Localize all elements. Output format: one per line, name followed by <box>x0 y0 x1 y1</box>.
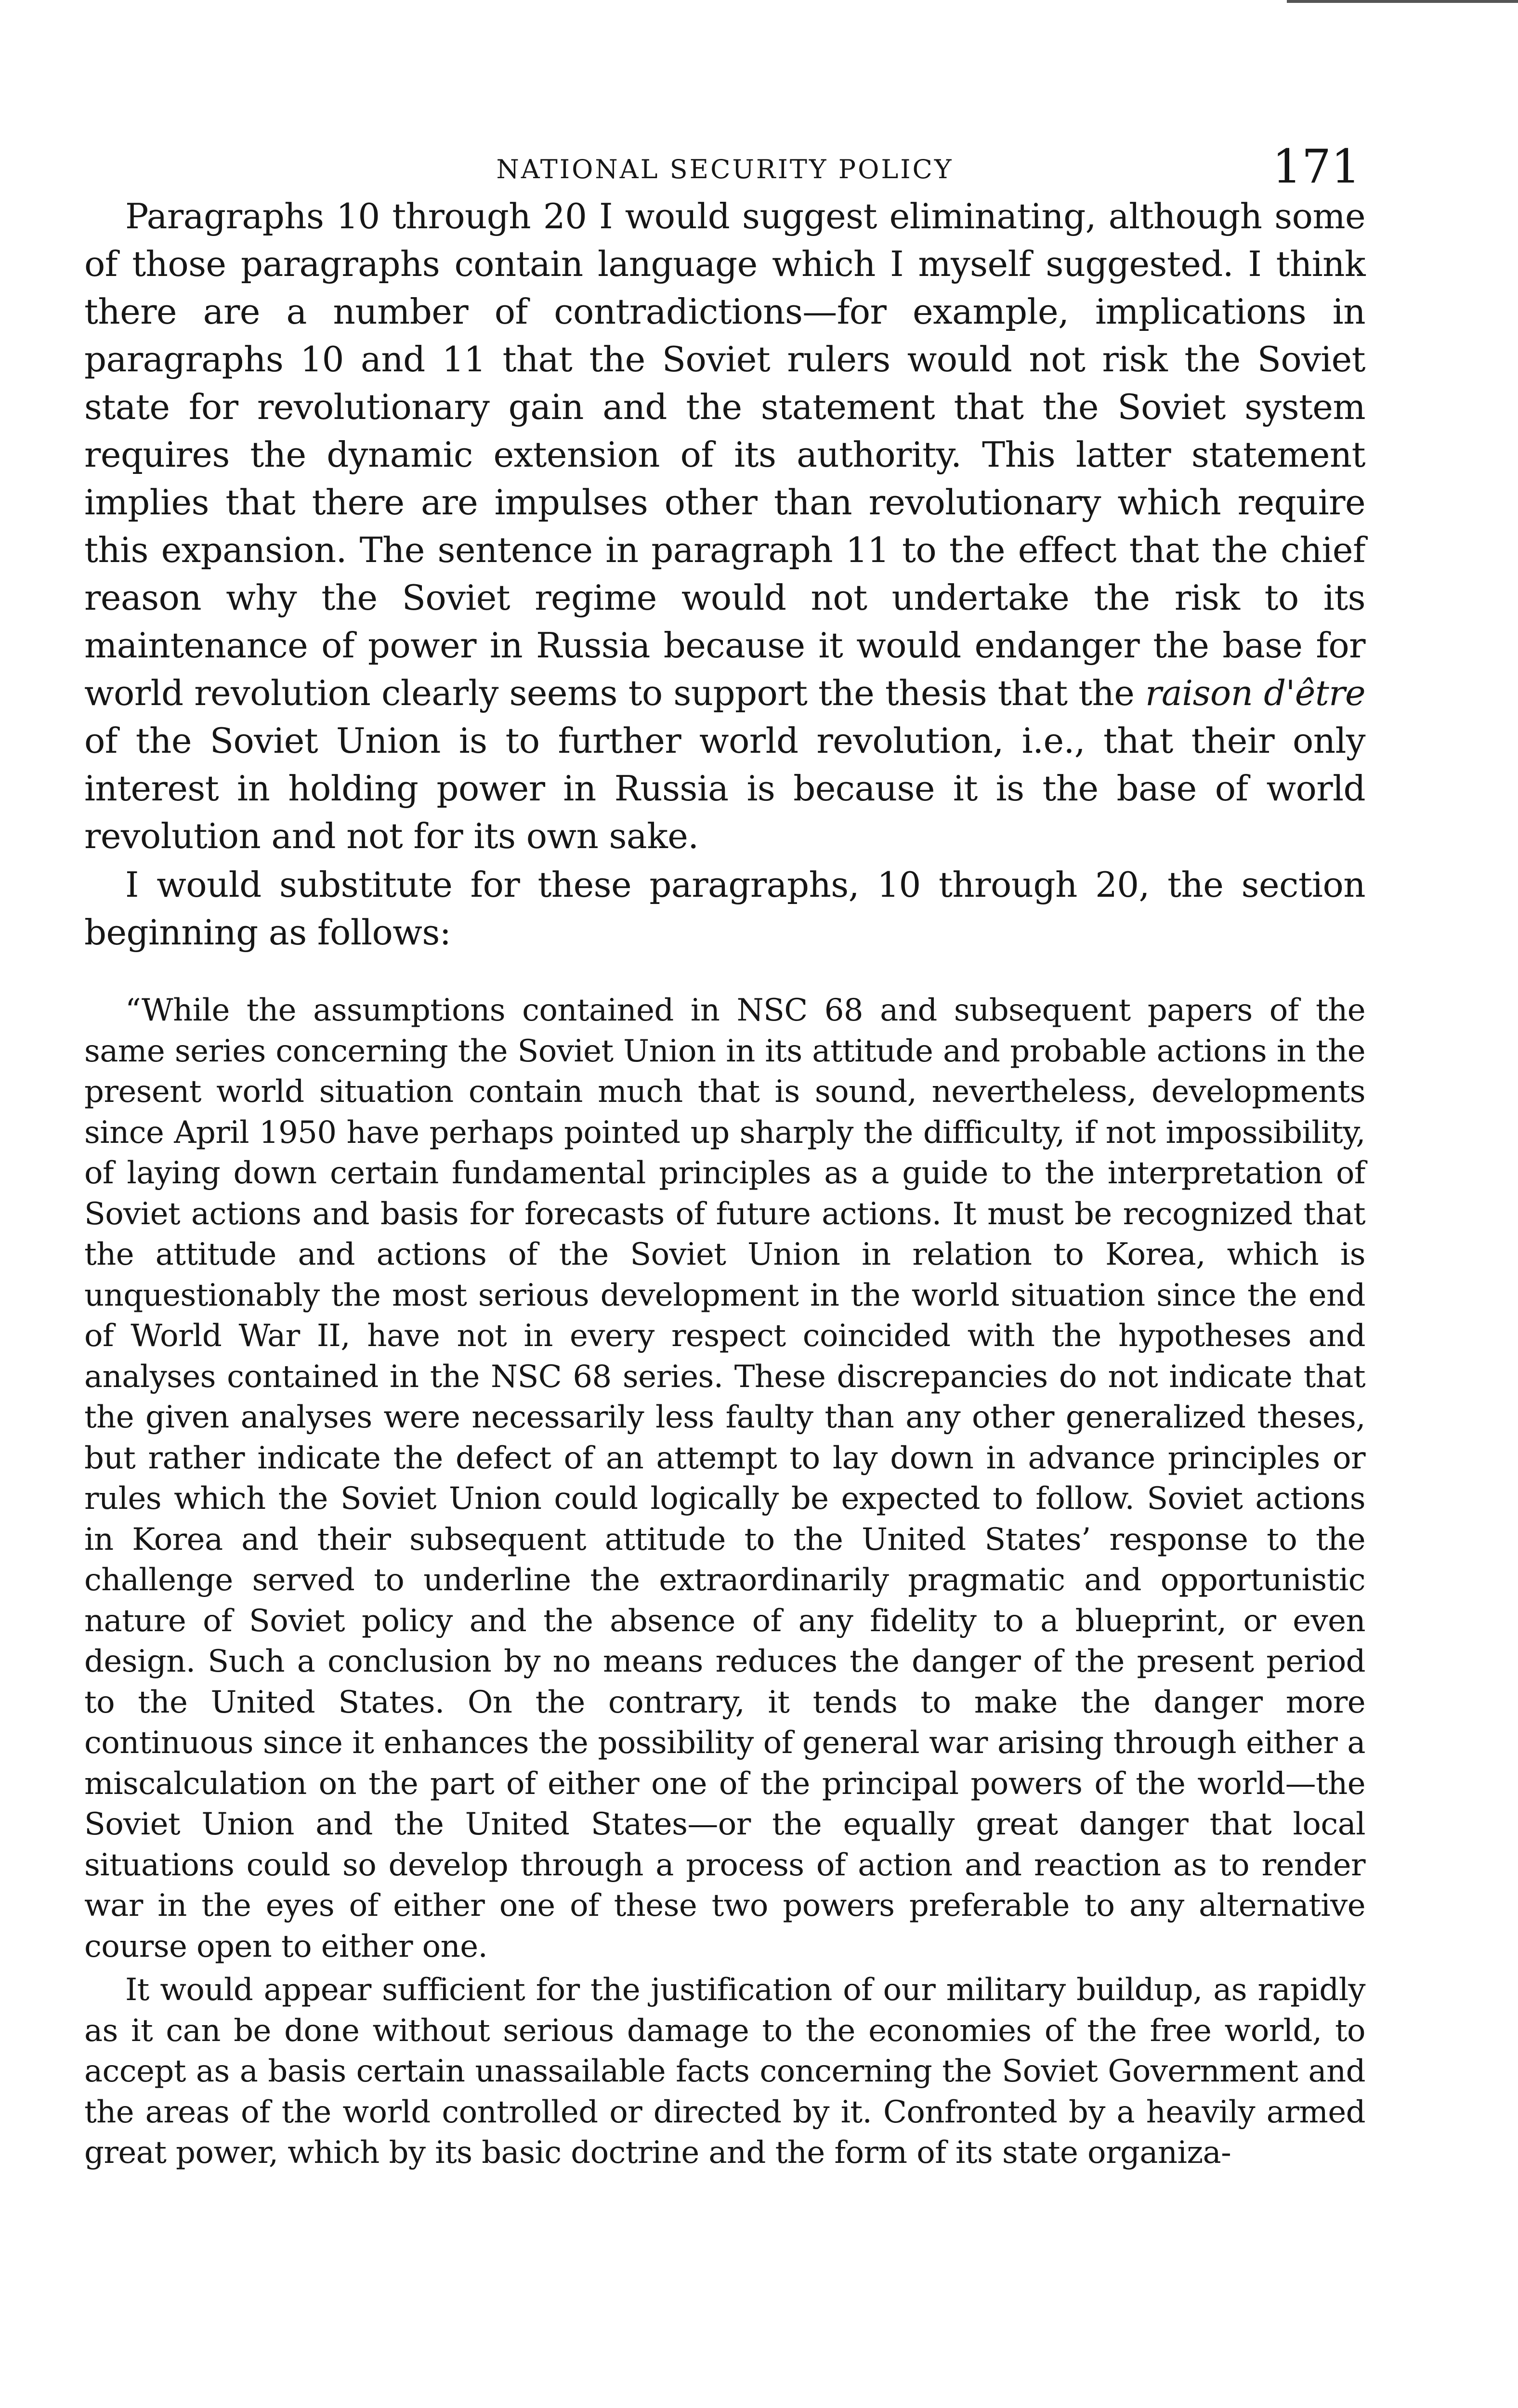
scan-edge-rule <box>1287 0 1518 3</box>
book-page <box>84 140 1365 2173</box>
quote-paragraph: “While the assumptions contained in NSC 68 and subsequent papers of the same series concerning the Soviet Union in its attitude and probable actions in the present world situation contain much that is sound, nevertheless, developments since April 1950 have perhaps pointed up sharply the difficulty, if not impossibility, of laying down certain fundamental principles as a guide to the interpretation of Soviet actions and basis for forecasts of future actions. It must be recognized that the attitude and actions of the Soviet Union in relation to Korea, which is unquestionably the most serious development in the world situation since the end of World War II, have not in every respect coincided with the hypotheses and analyses contained in the NSC 68 series. These discrepancies do not indicate that the given analyses were necessarily less faulty than any other generalized theses, but rather indicate the defect of an attempt to lay down in advance principles or rules which the Soviet Union could logically be expected to follow. Soviet actions in Korea and their subsequent attitude to the United States’ response to the challenge served to underline the extraordinarily pragmatic and opportunistic nature of Soviet policy and the absence of any fidelity to a blueprint, or even design. Such a conclusion by no means reduces the danger of the present period to the United States. On the contrary, it tends to make the danger more continuous since it enhances the possibility of general war arising through either a miscalculation on the part of either one of the principal powers of the world—the Soviet Union and the United States—or the equally great danger that local situations could so develop through a process of action and reaction as to render war in the eyes of either one of these two powers preferable to any alternative course open to either one. <box>84 993 1365 1964</box>
body-paragraph-text: Paragraphs 10 through 20 I would suggest eliminating, although some of those paragraphs contain language which I myself suggested. I think there are a number of contradictions—for example, implications in paragraphs 10 and 11 that the Soviet rulers would not risk the Soviet state for revolutionary gain and the statement that the Soviet system requires the dynamic extension of its authority. This latter statement implies that there are impulses other than revolutionary which require this expansion. The sentence in paragraph 11 to the effect that the chief reason why the Soviet regime would not undertake the risk to its maintenance of power in Russia because it would endanger the base for world revolution clearly seems to support the thesis that the <box>84 196 1365 713</box>
body-paragraph-text: of the Soviet Union is to further world revolution, i.e., that their only interest in holding power in Russia is because it is the base of world revolution and not for its own sake. <box>84 720 1365 856</box>
page-number: 171 <box>1272 140 1361 194</box>
italic-phrase: raison d'être <box>1145 673 1365 713</box>
running-head <box>84 140 1365 193</box>
body-text <box>84 193 1365 956</box>
body-paragraph: I would substitute for these paragraphs, 10 through 20, the section beginning as follows: <box>84 864 1365 953</box>
quote-paragraph: It would appear sufficient for the justification of our military buildup, as rapidly as it can be done without serious damage to the economies of the free world, to accept as a basis certain unassailable facts concerning the Soviet Government and the areas of the world controlled or directed by it. Confronted by a heavily armed great power, which by its basic doctrine and the form of its state organiza- <box>84 1972 1365 2171</box>
body-paragraph <box>84 193 1365 860</box>
running-head-title: NATIONAL SECURITY POLICY <box>496 154 954 184</box>
quoted-passage <box>84 990 1365 2173</box>
